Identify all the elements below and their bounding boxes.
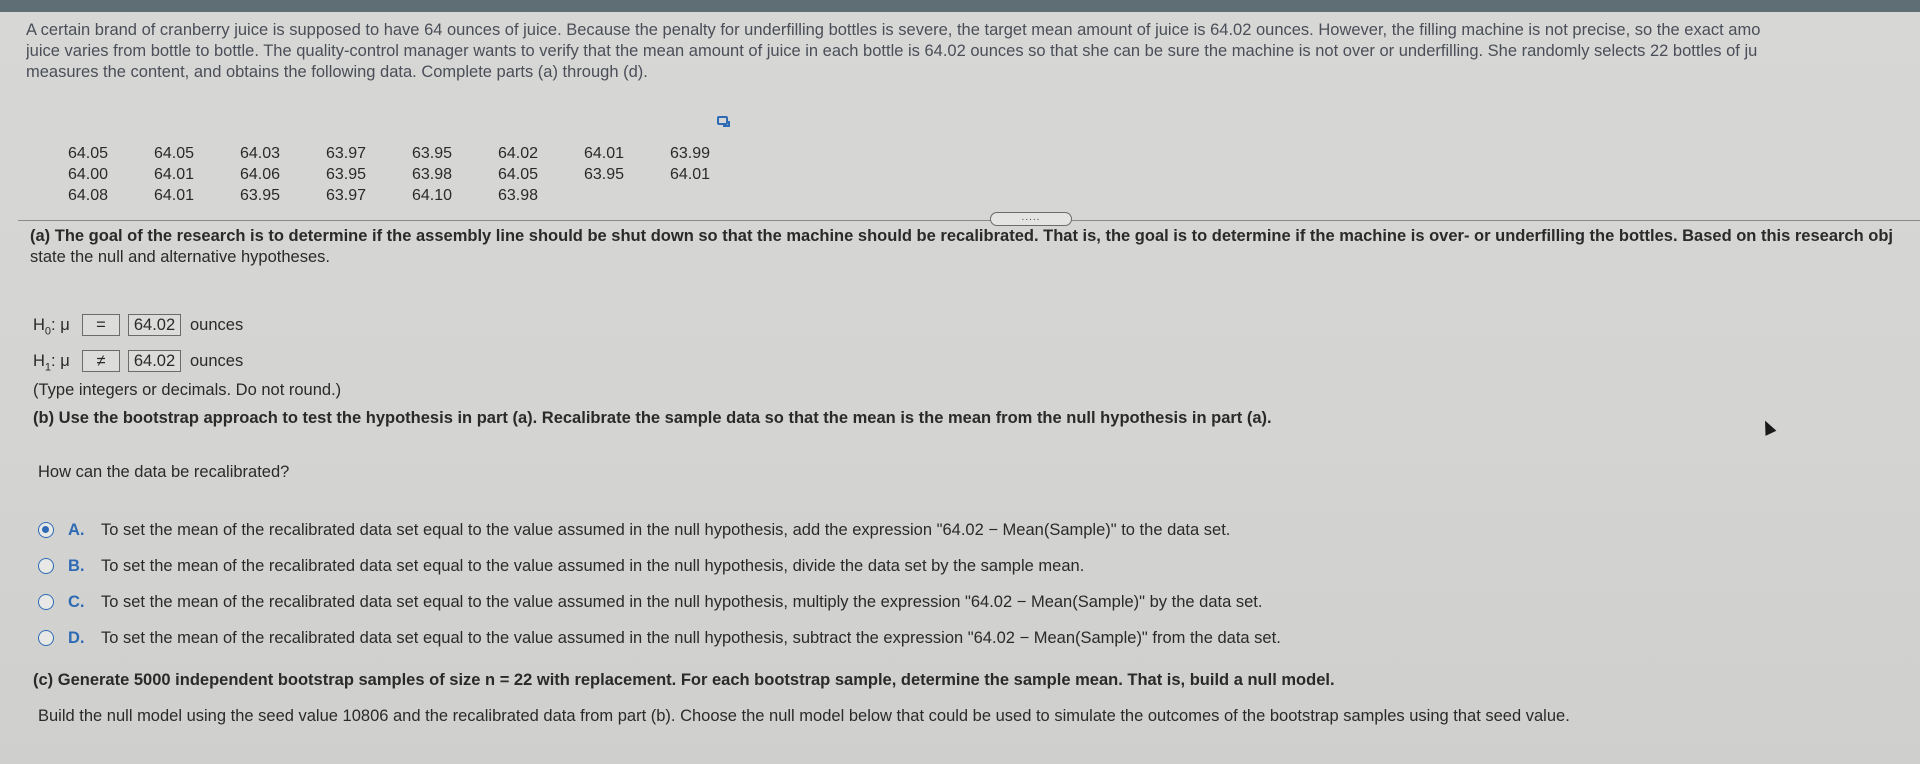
data-cell: 63.95 xyxy=(326,166,367,183)
data-cell: 64.01 xyxy=(584,145,625,162)
expand-collapse-handle[interactable]: ..... xyxy=(990,212,1072,226)
data-cell: 63.98 xyxy=(412,166,453,183)
table-row xyxy=(68,143,756,164)
table-row xyxy=(68,185,756,206)
option-a[interactable] xyxy=(38,518,1538,542)
radio-option-b[interactable] xyxy=(38,558,54,574)
intro-line: juice varies from bottle to bottle. The quality-control manager wants to verify that the mean amount of juice in each bottle is 64.02 ounces so that she can be sure the machine is not over or underfilling. She randomly selects 22 bottles of ju xyxy=(26,42,1758,60)
data-cell: 64.06 xyxy=(240,166,281,183)
option-d[interactable] xyxy=(38,626,1538,650)
answer-format-instruction: (Type integers or decimals. Do not round.) xyxy=(33,381,342,399)
part-a-line-1: (a) The goal of the research is to determine if the assembly line should be shut down so that the machine should be recalibrated. That is, the goal is to determine if the machine is over- or underfilling the bottles. Based on this research obj xyxy=(30,227,1894,245)
data-cell: 64.02 xyxy=(498,145,539,162)
radio-option-c[interactable] xyxy=(38,594,54,610)
null-hypothesis-row xyxy=(33,312,293,338)
alternative-unit-label: ounces xyxy=(190,352,244,370)
section-divider xyxy=(18,220,1920,221)
data-cell: 63.95 xyxy=(584,166,625,183)
data-cell: 64.03 xyxy=(240,145,281,162)
data-cell: 64.01 xyxy=(154,166,195,183)
alternative-hypothesis-symbol: $H_1$: μ xyxy=(33,352,70,374)
part-a-line-2: state the null and alternative hypotheses. xyxy=(30,248,330,266)
data-cell: 64.05 xyxy=(498,166,539,183)
alternative-relation-select[interactable]: ≠ xyxy=(82,350,120,372)
data-cell: 64.08 xyxy=(68,187,109,204)
option-a-text: To set the mean of the recalibrated data set equal to the value assumed in the null hypothesis, add the expression "64.02 − Mean(Sample)" to the data set. xyxy=(101,521,1231,539)
radio-option-d[interactable] xyxy=(38,630,54,646)
null-hypothesis-symbol: $H_0$: μ xyxy=(33,316,70,338)
alternative-value-field[interactable]: 64.02 xyxy=(128,350,181,372)
part-b-prompt: (b) Use the bootstrap approach to test the hypothesis in part (a). Recalibrate the sample data so that the mean is the mean from the null hypothesis in part (a). xyxy=(33,409,1272,427)
option-c[interactable] xyxy=(38,590,1538,614)
radio-option-a[interactable] xyxy=(38,522,54,538)
part-b-question: How can the data be recalibrated? xyxy=(38,463,290,481)
data-cell: 64.01 xyxy=(154,187,195,204)
alternative-hypothesis-row xyxy=(33,348,293,374)
null-value-field[interactable]: 64.02 xyxy=(128,314,181,336)
data-cell: 63.95 xyxy=(240,187,281,204)
option-a-letter: A. xyxy=(68,521,85,539)
copy-data-icon[interactable] xyxy=(717,116,728,125)
null-relation-select[interactable]: = xyxy=(82,314,120,336)
part-c-instruction: Build the null model using the seed value 10806 and the recalibrated data from part (b). Choose the null model below that could be used to simulate the outcomes of the bootstrap samples using that seed value. xyxy=(38,707,1570,725)
option-b-letter: B. xyxy=(68,557,85,575)
option-d-text: To set the mean of the recalibrated data set equal to the value assumed in the null hypothesis, subtract the expression "64.02 − Mean(Sample)" from the data set. xyxy=(101,629,1281,647)
data-cell: 63.97 xyxy=(326,145,367,162)
data-cell: 63.97 xyxy=(326,187,367,204)
problem-intro xyxy=(26,20,1920,102)
option-b-text: To set the mean of the recalibrated data set equal to the value assumed in the null hypothesis, divide the data set by the sample mean. xyxy=(101,557,1085,575)
option-c-text: To set the mean of the recalibrated data set equal to the value assumed in the null hypothesis, multiply the expression "64.02 − Mean(Sample)" by the data set. xyxy=(101,593,1263,611)
part-a-prompt xyxy=(30,226,1893,268)
part-c-prompt: (c) Generate 5000 independent bootstrap samples of size n = 22 with replacement. For each bootstrap sample, determine the sample mean. That is, build a null model. xyxy=(33,671,1335,689)
option-c-letter: C. xyxy=(68,593,85,611)
intro-line: A certain brand of cranberry juice is supposed to have 64 ounces of juice. Because the penalty for underfilling bottles is severe, the target mean amount of juice is 64.02 ounces. However, the filling machine is not precise, so the exact amo xyxy=(26,21,1761,39)
data-cell: 63.98 xyxy=(498,187,539,204)
data-cell: 64.01 xyxy=(670,166,711,183)
window-top-bar xyxy=(0,0,1920,12)
data-cell: 64.00 xyxy=(68,166,109,183)
option-b[interactable] xyxy=(38,554,1538,578)
table-row xyxy=(68,164,756,185)
data-cell: 64.10 xyxy=(412,187,453,204)
null-unit-label: ounces xyxy=(190,316,244,334)
data-cell: 63.95 xyxy=(412,145,453,162)
data-table xyxy=(68,143,756,206)
mouse-cursor-icon xyxy=(1760,418,1777,436)
data-cell: 64.05 xyxy=(68,145,109,162)
data-cell: 64.05 xyxy=(154,145,195,162)
intro-line: measures the content, and obtains the following data. Complete parts (a) through (d). xyxy=(26,63,648,81)
option-d-letter: D. xyxy=(68,629,85,647)
data-cell: 63.99 xyxy=(670,145,711,162)
